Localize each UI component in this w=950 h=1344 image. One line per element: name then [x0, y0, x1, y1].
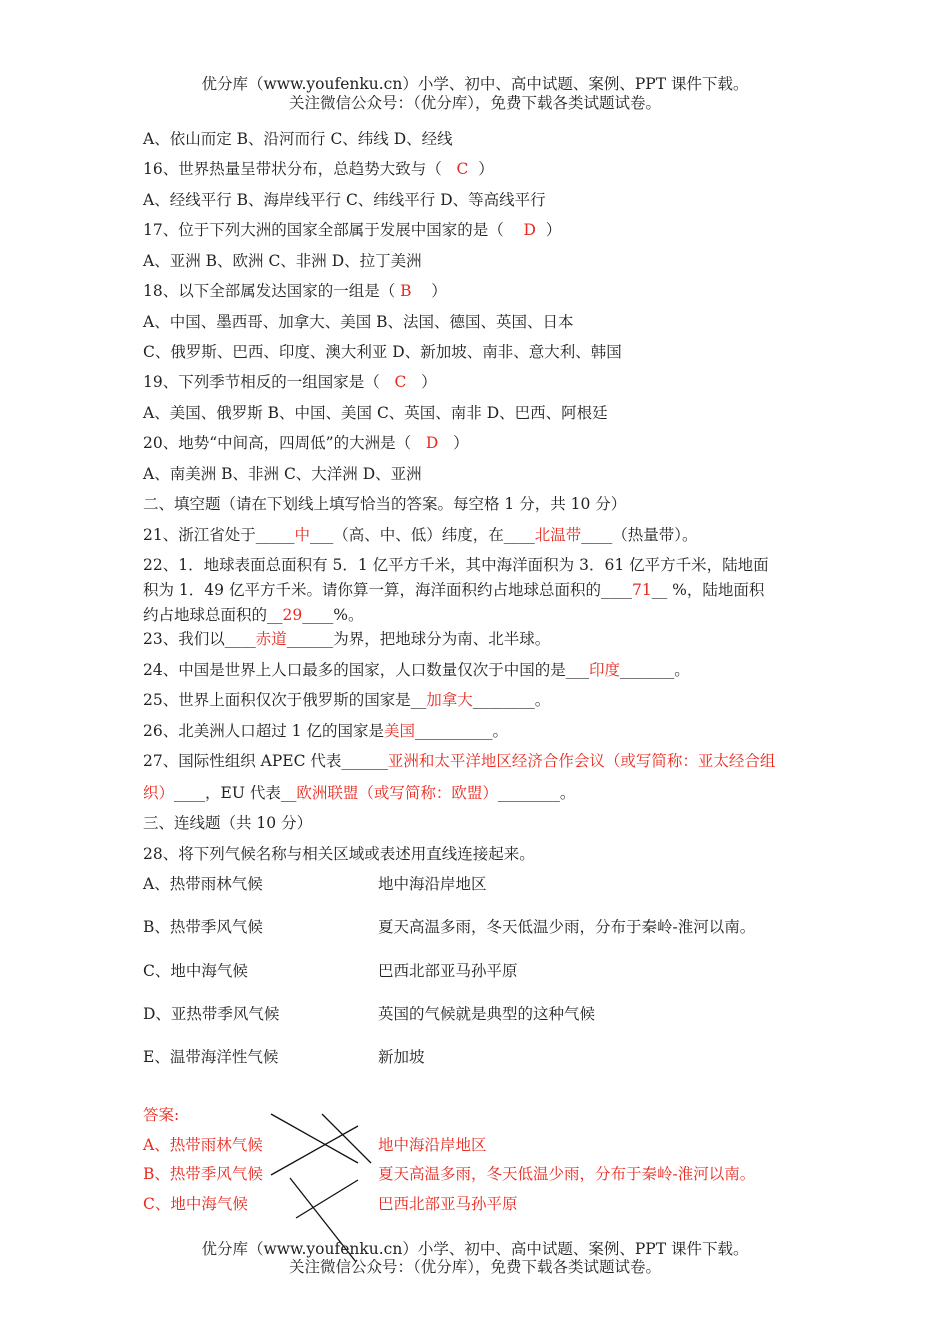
q27-a: 27、国际性组织 APEC 代表______	[143, 752, 388, 770]
q26-c: __________。	[414, 722, 508, 740]
q27-answer-1: 亚洲和太平洋地区经济合作会议（或写简称：亚太经合组	[387, 752, 776, 770]
q26-answer: 美国	[383, 722, 415, 740]
q28-stem: 28、将下列气候名称与相关区域或表述用直线连接起来。	[143, 845, 535, 863]
q20-stem: 20、地势“中间高，四周低”的大洲是（	[143, 434, 412, 452]
match-left-d: D、亚热带季风气候	[143, 1005, 280, 1023]
q21-c: ___（高、中、低）纬度，在____	[310, 526, 535, 544]
q16-end: ）	[478, 160, 494, 178]
q25-answer: 加拿大	[426, 691, 473, 709]
q23-a: 23、我们以____	[143, 630, 256, 648]
match-right-2: 夏天高温多雨，冬天低温少雨，分布于秦岭-淮河以南。	[378, 918, 756, 936]
q21-a: 21、浙江省处于_____	[143, 526, 295, 544]
match-right-4: 英国的气候就是典型的这种气候	[378, 1005, 596, 1023]
q25-c: ________。	[472, 691, 551, 709]
q24-c: _______。	[620, 661, 690, 679]
match-right-1: 地中海沿岸地区	[378, 875, 487, 893]
q23-answer: 赤道	[255, 630, 287, 648]
q20-options: A、南美洲 B、非洲 C、大洋洲 D、亚洲	[143, 465, 422, 483]
match-left-e: E、温带海洋性气候	[143, 1048, 279, 1066]
q20-answer: D	[425, 434, 439, 452]
q17-stem: 17、位于下列大洲的国家全部属于发展中国家的是（	[143, 221, 504, 239]
q18-answer: B	[400, 282, 412, 300]
q18-end: ）	[431, 282, 447, 300]
q22-line-2-c: __ %，陆地面积	[651, 581, 765, 599]
q16-options: A、经线平行 B、海岸线平行 C、纬线平行 D、等高线平行	[143, 191, 546, 209]
connector-line-3	[322, 1114, 371, 1163]
section-2-title: 二、填空题（请在下划线上填写恰当的答案。每空格 1 分，共 10 分）	[143, 495, 627, 513]
answer-right-1: 地中海沿岸地区	[378, 1136, 487, 1154]
footer-line-2: 关注微信公众号：（优分库），免费下载各类试题试卷。	[288, 1258, 661, 1276]
q19-answer: C	[394, 373, 407, 391]
match-right-3: 巴西北部亚马孙平原	[378, 962, 518, 980]
q19-options: A、美国、俄罗斯 B、中国、美国 C、英国、南非 D、巴西、阿根廷	[143, 404, 608, 422]
header-line-1: 优分库（www.youfenku.cn）小学、初中、高中试题、案例、PPT 课件下载。	[201, 75, 749, 93]
q27-d: ____，EU 代表__	[174, 784, 297, 802]
q25-a: 25、世界上面积仅次于俄罗斯的国家是__	[143, 691, 427, 709]
match-right-5: 新加坡	[378, 1048, 425, 1066]
header-line-2: 关注微信公众号：（优分库），免费下载各类试题试卷。	[288, 94, 661, 112]
q21-answer-2: 北温带	[534, 526, 582, 544]
q17-options: A、亚洲 B、欧洲 C、非洲 D、拉丁美洲	[143, 252, 422, 270]
q20-end: ）	[453, 434, 469, 452]
match-left-c: C、地中海气候	[143, 962, 248, 980]
q22-line-3-c: ____%。	[302, 606, 364, 624]
q24-a: 24、中国是世界上人口最多的国家，人口数量仅次于中国的是___	[143, 661, 589, 679]
answer-right-2: 夏天高温多雨，冬天低温少雨，分布于秦岭-淮河以南。	[378, 1165, 756, 1183]
answer-left-a: A、热带雨林气候	[143, 1136, 263, 1154]
q19-end: ）	[421, 373, 437, 391]
connector-line-1	[271, 1114, 358, 1163]
q22-answer-1: 71	[631, 581, 652, 599]
q18-options-2: C、俄罗斯、巴西、印度、澳大利亚 D、新加坡、南非、意大利、韩国	[143, 343, 622, 361]
q17-answer: D	[523, 221, 536, 239]
q18-stem: 18、以下全部属发达国家的一组是（	[143, 282, 396, 300]
q22-line-3-a: 约占地球总面积的__	[143, 606, 283, 624]
answer-right-3: 巴西北部亚马孙平原	[378, 1195, 518, 1213]
match-left-b: B、热带季风气候	[143, 918, 263, 936]
section-3-title: 三、连线题（共 10 分）	[143, 814, 313, 832]
q22-line-2-a: 积为 1．49 亿平方千米。请你算一算，海洋面积约占地球总面积的____	[143, 581, 632, 599]
match-left-a: A、热带雨林气候	[143, 875, 263, 893]
q16-stem: 16、世界热量呈带状分布，总趋势大致与（	[143, 160, 442, 178]
footer-line-1: 优分库（www.youfenku.cn）小学、初中、高中试题、案例、PPT 课件下载。	[201, 1240, 749, 1258]
answer-left-c: C、地中海气候	[143, 1195, 248, 1213]
q22-answer-2: 29	[282, 606, 303, 624]
q15-options: A、依山而定 B、沿河而行 C、纬线 D、经线	[143, 130, 453, 148]
q21-answer-1: 中	[294, 526, 310, 544]
q26-a: 26、北美洲人口超过 1 亿的国家是	[143, 722, 384, 740]
answer-label: 答案:	[143, 1106, 180, 1124]
q21-e: ____（热量带）。	[581, 526, 698, 544]
q27-f: ________。	[497, 784, 576, 802]
q27-answer-1-cont: 织）	[143, 784, 175, 802]
q22-line-1: 22、1．地球表面总面积有 5．1 亿平方千米，其中海洋面积为 3．61 亿平方千米，陆地面	[143, 556, 769, 574]
answer-left-b: B、热带季风气候	[143, 1165, 263, 1183]
connector-line-5	[296, 1180, 358, 1218]
q18-options-1: A、中国、墨西哥、加拿大、美国 B、法国、德国、英国、日本	[143, 313, 574, 331]
connector-line-2	[271, 1126, 358, 1175]
q17-end: ）	[545, 221, 562, 239]
q19-stem: 19、下列季节相反的一组国家是（	[143, 373, 380, 391]
q23-c: ______为界，把地球分为南、北半球。	[286, 630, 551, 648]
q24-answer: 印度	[588, 661, 620, 679]
q16-answer: C	[456, 160, 469, 178]
q27-answer-2: 欧洲联盟（或写简称：欧盟）	[296, 784, 498, 802]
